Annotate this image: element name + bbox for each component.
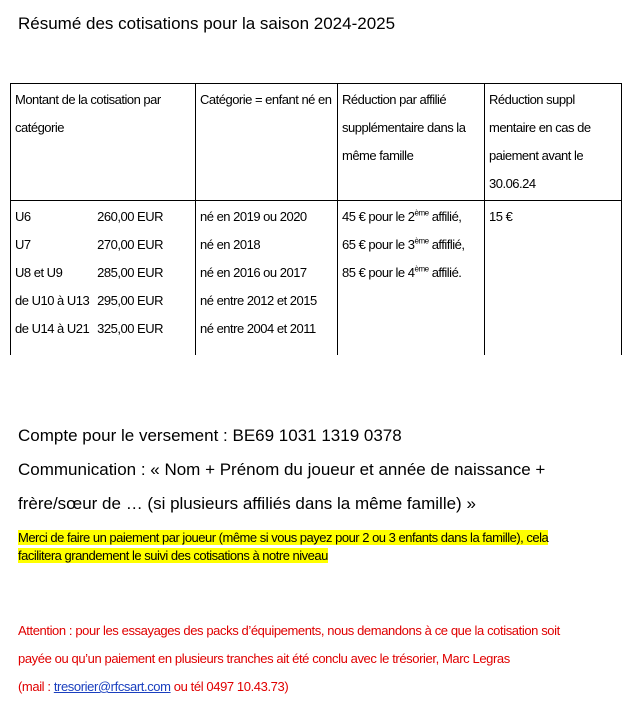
highlighted-note [18, 529, 548, 565]
amount-value: 270,00 EUR [97, 237, 163, 252]
header-category: Catégorie = enfant né en [196, 84, 338, 201]
header-amount: Montant de la cotisation par catégorie [11, 84, 196, 201]
category-label: U6 [15, 209, 31, 224]
table-row [11, 201, 622, 356]
reduction-line: 85 € pour le 4ème affilié. [342, 264, 462, 280]
attention-line-2: payée ou qu’un paiement en plusieurs tranches ait été conclu avec le trésorier, Marc Legras [18, 651, 510, 666]
header-reduction-family: Réduction par affilié supplémentaire dans la même famille [338, 84, 485, 201]
communication-line-2: frère/sœur de … (si plusieurs affiliés dans la même famille) » [18, 494, 476, 513]
header-reduction-early: Réduction suppl mentaire en cas de paiement avant le 30.06.24 [485, 84, 622, 201]
birth-year: né en 2019 ou 2020 [200, 209, 307, 224]
table-header-row [11, 84, 622, 201]
amount-line [15, 315, 163, 343]
birth-year-cell [196, 201, 338, 356]
birth-year: né en 2018 [200, 237, 261, 252]
note-line: facilitera grandement le suivi des cotisations à notre niveau [18, 548, 328, 563]
attention-line: Attention : pour les essayages des packs d’équipements, nous demandons à ce que la cotisation soit [18, 623, 560, 638]
category-label: de U10 à U13 [15, 293, 90, 308]
amount-line [15, 231, 163, 259]
email-link[interactable]: tresorier@rfcsart.com [53, 679, 171, 694]
amount-value: 285,00 EUR [97, 265, 163, 280]
contact-prefix: (mail : [18, 679, 54, 694]
note-line: Merci de faire un paiement par joueur (même si vous payez pour 2 ou 3 enfants dans la famille), cela [18, 530, 549, 545]
account-line: Compte pour le versement : BE69 1031 1319 0378 [18, 426, 402, 445]
early-payment-cell: 15 € [485, 201, 622, 356]
category-label: U8 et U9 [15, 265, 63, 280]
reduction-line: 45 € pour le 2ème affilié, [342, 208, 462, 224]
amount-value: 260,00 EUR [97, 209, 163, 224]
amount-line [15, 259, 163, 287]
birth-year: né entre 2004 et 2011 [200, 321, 316, 336]
birth-year: né entre 2012 et 2015 [200, 293, 317, 308]
amount-value: 325,00 EUR [97, 321, 163, 336]
amount-line [15, 203, 163, 231]
page-title: Résumé des cotisations pour la saison 2024-2025 [18, 14, 396, 33]
amount-line [15, 287, 163, 315]
category-label: U7 [15, 237, 31, 252]
amount-cell [11, 201, 196, 356]
family-reduction-cell [338, 201, 485, 356]
amount-value: 295,00 EUR [97, 293, 163, 308]
birth-year: né en 2016 ou 2017 [200, 265, 307, 280]
contact-line [18, 679, 288, 694]
fees-table [10, 83, 622, 355]
reduction-line: 65 € pour le 3ème affiflié, [342, 236, 465, 252]
category-label: de U14 à U21 [15, 321, 90, 336]
contact-phone: ou tél 0497 10.43.73) [170, 679, 289, 694]
communication-line: Communication : « Nom + Prénom du joueur et année de naissance + [18, 460, 546, 479]
